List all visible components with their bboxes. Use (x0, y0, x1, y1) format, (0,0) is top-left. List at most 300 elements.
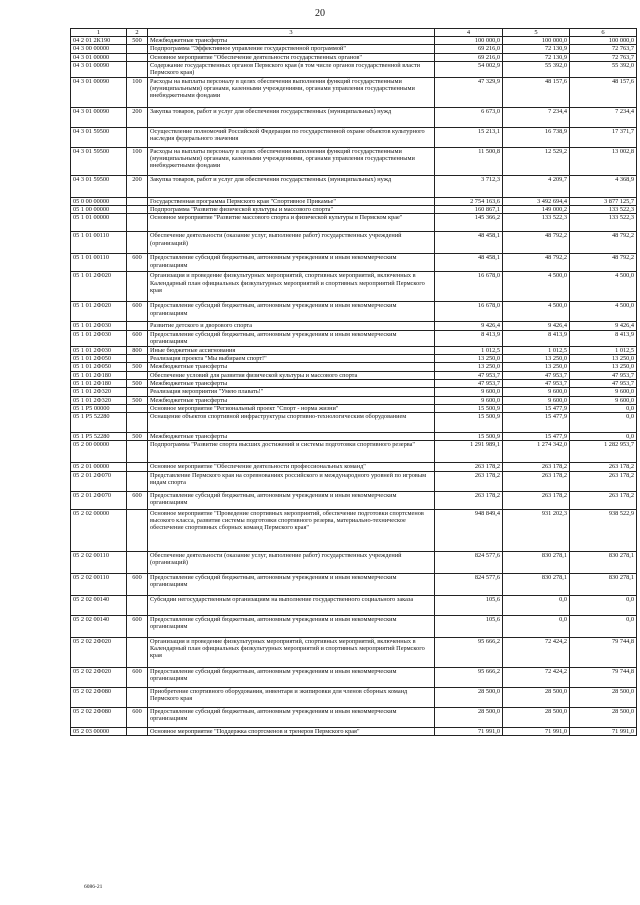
cell-code: 05 1 P5 00000 (71, 404, 127, 412)
cell-expense-type (127, 232, 148, 254)
cell-value-3: 7 234,4 (570, 107, 637, 127)
cell-expense-type: 500 (127, 37, 148, 45)
cell-code: 05 1 01 2Ф020 (71, 302, 127, 322)
cell-expense-type: 500 (127, 433, 148, 441)
cell-expense-type (127, 53, 148, 61)
cell-value-1: 95 666,2 (435, 637, 503, 667)
cell-expense-type (127, 404, 148, 412)
cell-value-3: 9 600,0 (570, 396, 637, 404)
cell-expense-type: 600 (127, 707, 148, 727)
cell-value-2: 13 250,0 (503, 355, 570, 363)
cell-value-2: 830 278,1 (503, 551, 570, 573)
cell-expense-type: 600 (127, 491, 148, 509)
cell-value-1: 95 666,2 (435, 667, 503, 687)
table-row (71, 147, 637, 175)
cell-value-2: 1 012,5 (503, 346, 570, 354)
cell-value-1: 824 577,6 (435, 573, 503, 595)
cell-value-2: 71 991,0 (503, 727, 570, 735)
cell-code: 04 3 01 00090 (71, 61, 127, 77)
cell-expense-type: 600 (127, 667, 148, 687)
cell-name: Субсидии негосударственным организациям на выполнение государственного социального заказа (148, 595, 435, 615)
table-row (71, 433, 637, 441)
cell-code: 04 3 01 00000 (71, 53, 127, 61)
table-row (71, 77, 637, 107)
cell-name: Расходы на выплаты персоналу в целях обеспечения выполнения функций государственными (муниципальными) органами, казенными учреждениями, органами управления государственными внебюджетными фондами (148, 147, 435, 175)
cell-name: Представление Пермского края на соревнованиях российского и международного уровней по игровым видам спорта (148, 471, 435, 491)
cell-value-1: 160 867,1 (435, 206, 503, 214)
cell-name: Межбюджетные трансферты (148, 433, 435, 441)
cell-value-2: 3 492 694,4 (503, 197, 570, 205)
cell-value-1: 8 413,9 (435, 330, 503, 346)
cell-expense-type (127, 206, 148, 214)
cell-code: 05 1 01 2Ф180 (71, 371, 127, 379)
table-row (71, 197, 637, 205)
cell-value-3: 3 877 125,7 (570, 197, 637, 205)
table-row (71, 595, 637, 615)
header-cell: 4 (435, 29, 503, 37)
cell-expense-type (127, 441, 148, 463)
table-row (71, 254, 637, 272)
cell-expense-type: 200 (127, 175, 148, 197)
cell-value-1: 145 366,2 (435, 214, 503, 232)
cell-value-3: 938 522,9 (570, 509, 637, 551)
table-row (71, 687, 637, 707)
cell-code: 05 2 02 00110 (71, 551, 127, 573)
cell-code: 04 3 01 00090 (71, 77, 127, 107)
cell-code: 04 3 01 59500 (71, 175, 127, 197)
cell-expense-type (127, 471, 148, 491)
cell-value-1: 105,6 (435, 595, 503, 615)
cell-value-3: 48 792,2 (570, 254, 637, 272)
header-cell: 6 (570, 29, 637, 37)
table-row (71, 214, 637, 232)
cell-expense-type: 800 (127, 346, 148, 354)
cell-name: Обеспечение условий для развития физической культуры и массового спорта (148, 371, 435, 379)
table-row (71, 272, 637, 302)
cell-name: Организация и проведение физкультурных мероприятий, спортивных мероприятий, включенных в Календарный план официальных физкультурных мероприятий и спортивных мероприятий Пермского края (148, 637, 435, 667)
table-row (71, 45, 637, 53)
cell-name: Основное мероприятие "Обеспечение деятельности государственных органов" (148, 53, 435, 61)
table-row (71, 388, 637, 396)
cell-code: 05 2 02 2Ф080 (71, 707, 127, 727)
cell-value-1: 16 678,0 (435, 272, 503, 302)
cell-value-2: 263 178,2 (503, 491, 570, 509)
cell-code: 05 1 01 2Ф180 (71, 379, 127, 387)
cell-value-1: 824 577,6 (435, 551, 503, 573)
cell-value-3: 71 991,0 (570, 727, 637, 735)
cell-expense-type (127, 388, 148, 396)
cell-value-1: 15 500,9 (435, 413, 503, 433)
cell-expense-type: 600 (127, 330, 148, 346)
cell-name: Предоставление субсидий бюджетным, автономным учреждениям и иным некоммерческим организациям (148, 573, 435, 595)
cell-name: Иные бюджетные ассигнования (148, 346, 435, 354)
cell-expense-type (127, 272, 148, 302)
cell-name: Предоставление субсидий бюджетным, автономным учреждениям и иным некоммерческим организациям (148, 302, 435, 322)
cell-code: 05 1 01 2Ф030 (71, 330, 127, 346)
table-row (71, 302, 637, 322)
cell-value-3: 0,0 (570, 595, 637, 615)
cell-name: Основное мероприятие "Развитие массового спорта и физической культуры в Пермском крае" (148, 214, 435, 232)
cell-expense-type: 100 (127, 147, 148, 175)
cell-expense-type: 600 (127, 302, 148, 322)
cell-expense-type: 500 (127, 379, 148, 387)
cell-value-1: 9 426,4 (435, 322, 503, 330)
cell-value-3: 13 002,8 (570, 147, 637, 175)
cell-name: Организация и проведение физкультурных мероприятий, спортивных мероприятий, включенных в Календарный план официальных физкультурных мероприятий и спортивных мероприятий Пермского края (148, 272, 435, 302)
table-row (71, 413, 637, 433)
cell-name: Подпрограмма "Эффективное управление государственной программой" (148, 45, 435, 53)
table-row (71, 509, 637, 551)
cell-code: 05 1 01 2Ф030 (71, 346, 127, 354)
cell-value-3: 133 522,3 (570, 206, 637, 214)
cell-value-3: 263 178,2 (570, 463, 637, 471)
cell-value-2: 9 600,0 (503, 388, 570, 396)
cell-value-2: 72 424,2 (503, 667, 570, 687)
cell-value-1: 47 329,9 (435, 77, 503, 107)
cell-name: Межбюджетные трансферты (148, 363, 435, 371)
cell-value-3: 79 744,8 (570, 637, 637, 667)
cell-value-3: 0,0 (570, 433, 637, 441)
table-row (71, 175, 637, 197)
cell-name: Реализация проекта "Мы выбираем спорт!" (148, 355, 435, 363)
cell-value-2: 48 157,6 (503, 77, 570, 107)
cell-name: Предоставление субсидий бюджетным, автономным учреждениям и иным некоммерческим организациям (148, 615, 435, 637)
cell-value-2: 7 234,4 (503, 107, 570, 127)
header-row (71, 29, 637, 37)
cell-expense-type: 100 (127, 77, 148, 107)
table-row (71, 615, 637, 637)
cell-name: Предоставление субсидий бюджетным, автономным учреждениям и иным некоммерческим организациям (148, 491, 435, 509)
cell-expense-type (127, 637, 148, 667)
cell-code: 05 2 01 2Ф070 (71, 491, 127, 509)
budget-table (70, 28, 637, 736)
cell-name: Основное мероприятие "Поддержка спортсменов и тренеров Пермского края" (148, 727, 435, 735)
cell-expense-type: 200 (127, 107, 148, 127)
cell-value-2: 12 529,2 (503, 147, 570, 175)
cell-expense-type (127, 214, 148, 232)
cell-value-3: 9 426,4 (570, 322, 637, 330)
table-row (71, 491, 637, 509)
cell-value-2: 15 477,9 (503, 404, 570, 412)
cell-value-1: 47 953,7 (435, 379, 503, 387)
cell-value-2: 72 130,9 (503, 53, 570, 61)
cell-value-2: 48 792,2 (503, 254, 570, 272)
cell-value-2: 9 600,0 (503, 396, 570, 404)
cell-value-1: 28 500,0 (435, 687, 503, 707)
cell-value-2: 4 500,0 (503, 302, 570, 322)
cell-value-3: 830 278,1 (570, 551, 637, 573)
table-row (71, 404, 637, 412)
cell-name: Предоставление субсидий бюджетным, автономным учреждениям и иным некоммерческим организациям (148, 707, 435, 727)
table-row (71, 727, 637, 735)
cell-code: 05 1 01 2Ф320 (71, 388, 127, 396)
table-row (71, 346, 637, 354)
cell-expense-type: 500 (127, 396, 148, 404)
cell-code: 05 2 01 2Ф070 (71, 471, 127, 491)
cell-value-2: 15 477,9 (503, 433, 570, 441)
cell-value-1: 100 000,0 (435, 37, 503, 45)
cell-value-1: 16 678,0 (435, 302, 503, 322)
cell-name: Закупка товаров, работ и услуг для обеспечения государственных (муниципальных) нужд (148, 175, 435, 197)
cell-value-3: 47 953,7 (570, 379, 637, 387)
cell-value-3: 72 763,7 (570, 45, 637, 53)
cell-value-3: 0,0 (570, 413, 637, 433)
cell-value-2: 4 209,7 (503, 175, 570, 197)
cell-value-1: 1 012,5 (435, 346, 503, 354)
table-row (71, 707, 637, 727)
cell-value-1: 28 500,0 (435, 707, 503, 727)
cell-expense-type (127, 371, 148, 379)
cell-code: 04 3 01 59500 (71, 127, 127, 147)
cell-name: Оснащение объектов спортивной инфраструктуры спортивно-технологическим оборудованием (148, 413, 435, 433)
cell-value-3: 133 522,3 (570, 214, 637, 232)
cell-expense-type (127, 45, 148, 53)
cell-expense-type (127, 322, 148, 330)
cell-value-3: 9 600,0 (570, 388, 637, 396)
cell-expense-type: 600 (127, 615, 148, 637)
cell-code: 05 1 P5 52280 (71, 433, 127, 441)
page-number: 20 (315, 8, 325, 19)
table-row (71, 127, 637, 147)
cell-value-1: 71 991,0 (435, 727, 503, 735)
cell-value-3: 263 178,2 (570, 471, 637, 491)
cell-code: 05 2 02 2Ф020 (71, 667, 127, 687)
cell-value-1: 9 600,0 (435, 388, 503, 396)
cell-code: 05 1 01 2Ф020 (71, 272, 127, 302)
table-row (71, 107, 637, 127)
cell-value-1: 263 178,2 (435, 463, 503, 471)
cell-value-3: 48 792,2 (570, 232, 637, 254)
cell-value-2: 931 202,3 (503, 509, 570, 551)
cell-value-1: 69 216,0 (435, 45, 503, 53)
cell-value-1: 47 953,7 (435, 371, 503, 379)
cell-name: Основное мероприятие "Проведение спортивных мероприятий, обеспечение подготовки спортсменов высокого класса, развитие системы подготовки спортивного резерва, материально-техническое обеспечение спортивных сборных команд Пермского края" (148, 509, 435, 551)
table-row (71, 322, 637, 330)
cell-value-1: 2 754 163,6 (435, 197, 503, 205)
table-row (71, 637, 637, 667)
header-cell: 2 (127, 29, 148, 37)
cell-name: Реализация мероприятия "Умею плавать!" (148, 388, 435, 396)
cell-name: Межбюджетные трансферты (148, 379, 435, 387)
cell-value-1: 48 458,1 (435, 232, 503, 254)
cell-value-3: 263 178,2 (570, 491, 637, 509)
cell-name: Предоставление субсидий бюджетным, автономным учреждениям и иным некоммерческим организациям (148, 330, 435, 346)
cell-expense-type: 500 (127, 363, 148, 371)
cell-value-1: 13 250,0 (435, 355, 503, 363)
cell-value-3: 0,0 (570, 404, 637, 412)
cell-expense-type (127, 355, 148, 363)
cell-name: Приобретение спортивного оборудования, инвентаря и экипировки для членов сборных команд Пермского края (148, 687, 435, 707)
cell-value-3: 4 368,9 (570, 175, 637, 197)
cell-value-3: 55 392,0 (570, 61, 637, 77)
cell-value-3: 100 000,0 (570, 37, 637, 45)
cell-expense-type (127, 413, 148, 433)
cell-expense-type (127, 197, 148, 205)
cell-code: 05 1 P5 52280 (71, 413, 127, 433)
cell-expense-type: 600 (127, 573, 148, 595)
cell-value-1: 948 849,4 (435, 509, 503, 551)
cell-value-1: 6 673,0 (435, 107, 503, 127)
cell-value-2: 48 792,2 (503, 232, 570, 254)
cell-value-2: 55 392,0 (503, 61, 570, 77)
cell-name: Обеспечение деятельности (оказание услуг, выполнение работ) государственных учреждений (организаций) (148, 551, 435, 573)
cell-code: 05 2 00 00000 (71, 441, 127, 463)
cell-code: 05 1 01 2Ф050 (71, 363, 127, 371)
table-row (71, 232, 637, 254)
cell-code: 05 0 00 00000 (71, 197, 127, 205)
cell-expense-type (127, 509, 148, 551)
cell-code: 05 2 02 2Ф020 (71, 637, 127, 667)
cell-value-2: 72 130,9 (503, 45, 570, 53)
cell-expense-type (127, 127, 148, 147)
cell-name: Предоставление субсидий бюджетным, автономным учреждениям и иным некоммерческим организациям (148, 667, 435, 687)
cell-value-2: 263 178,2 (503, 471, 570, 491)
cell-value-1: 48 458,1 (435, 254, 503, 272)
cell-name: Основное мероприятие "Региональный проект "Спорт - норма жизни" (148, 404, 435, 412)
cell-expense-type (127, 727, 148, 735)
cell-value-3: 17 371,7 (570, 127, 637, 147)
table-row (71, 37, 637, 45)
table-row (71, 53, 637, 61)
cell-value-1: 15 500,9 (435, 433, 503, 441)
header-cell: 5 (503, 29, 570, 37)
table-row (71, 471, 637, 491)
table-row (71, 573, 637, 595)
cell-code: 05 2 02 2Ф080 (71, 687, 127, 707)
cell-value-1: 11 500,8 (435, 147, 503, 175)
cell-value-1: 3 712,3 (435, 175, 503, 197)
cell-value-3: 28 500,0 (570, 687, 637, 707)
cell-code: 05 2 01 00000 (71, 463, 127, 471)
cell-value-2: 28 500,0 (503, 707, 570, 727)
cell-value-2: 0,0 (503, 615, 570, 637)
document-footer-code: 6086-21 (84, 884, 103, 890)
cell-value-2: 28 500,0 (503, 687, 570, 707)
header-cell: 3 (148, 29, 435, 37)
cell-code: 05 1 01 00000 (71, 214, 127, 232)
table-row (71, 379, 637, 387)
cell-code: 05 2 02 00110 (71, 573, 127, 595)
cell-code: 05 1 01 00110 (71, 254, 127, 272)
table-row (71, 330, 637, 346)
table-row (71, 667, 637, 687)
cell-value-2: 13 250,0 (503, 363, 570, 371)
cell-value-2: 47 953,7 (503, 371, 570, 379)
cell-value-2: 47 953,7 (503, 379, 570, 387)
cell-value-3: 1 282 953,7 (570, 441, 637, 463)
cell-value-2: 830 278,1 (503, 573, 570, 595)
cell-code: 05 1 00 00000 (71, 206, 127, 214)
cell-value-2: 9 426,4 (503, 322, 570, 330)
cell-value-3: 4 500,0 (570, 272, 637, 302)
cell-expense-type (127, 61, 148, 77)
cell-value-3: 28 500,0 (570, 707, 637, 727)
cell-name: Расходы на выплаты персоналу в целях обеспечения выполнения функций государственными (муниципальными) органами, казенными учреждениями, органами управления государственными внебюджетными фондами (148, 77, 435, 107)
cell-expense-type: 600 (127, 254, 148, 272)
cell-value-1: 263 178,2 (435, 471, 503, 491)
cell-value-3: 4 500,0 (570, 302, 637, 322)
cell-value-3: 830 278,1 (570, 573, 637, 595)
table-row (71, 363, 637, 371)
cell-value-2: 100 000,0 (503, 37, 570, 45)
cell-name: Развитие детского и дворового спорта (148, 322, 435, 330)
cell-code: 04 3 01 59500 (71, 147, 127, 175)
cell-code: 05 2 03 00000 (71, 727, 127, 735)
cell-value-2: 4 500,0 (503, 272, 570, 302)
cell-name: Предоставление субсидий бюджетным, автономным учреждениям и иным некоммерческим организациям (148, 254, 435, 272)
cell-value-1: 54 002,9 (435, 61, 503, 77)
cell-code: 05 2 02 00140 (71, 615, 127, 637)
cell-value-2: 0,0 (503, 595, 570, 615)
table-row (71, 206, 637, 214)
cell-value-2: 8 413,9 (503, 330, 570, 346)
cell-code: 04 3 01 00090 (71, 107, 127, 127)
table-row (71, 371, 637, 379)
cell-code: 05 1 01 2Ф030 (71, 322, 127, 330)
cell-code: 05 1 01 00110 (71, 232, 127, 254)
cell-value-3: 0,0 (570, 615, 637, 637)
cell-value-3: 79 744,8 (570, 667, 637, 687)
cell-value-3: 47 953,7 (570, 371, 637, 379)
cell-value-3: 48 157,6 (570, 77, 637, 107)
cell-value-2: 72 424,2 (503, 637, 570, 667)
cell-code: 04 2 01 2К190 (71, 37, 127, 45)
cell-code: 05 2 02 00140 (71, 595, 127, 615)
table-row (71, 551, 637, 573)
cell-expense-type (127, 687, 148, 707)
header-cell: 1 (71, 29, 127, 37)
cell-value-2: 16 738,9 (503, 127, 570, 147)
cell-name: Подпрограмма "Развитие физической культуры и массового спорта" (148, 206, 435, 214)
cell-value-3: 1 012,5 (570, 346, 637, 354)
cell-value-1: 9 600,0 (435, 396, 503, 404)
cell-name: Межбюджетные трансферты (148, 37, 435, 45)
cell-value-3: 72 763,7 (570, 53, 637, 61)
cell-code: 05 1 01 2Ф320 (71, 396, 127, 404)
cell-value-1: 15 500,9 (435, 404, 503, 412)
cell-value-1: 263 178,2 (435, 491, 503, 509)
table-row (71, 355, 637, 363)
cell-value-2: 263 178,2 (503, 463, 570, 471)
cell-value-2: 133 522,3 (503, 214, 570, 232)
cell-value-3: 13 250,0 (570, 363, 637, 371)
cell-code: 04 3 00 00000 (71, 45, 127, 53)
cell-value-1: 105,6 (435, 615, 503, 637)
cell-value-2: 149 000,2 (503, 206, 570, 214)
cell-code: 05 2 02 00000 (71, 509, 127, 551)
table-row (71, 396, 637, 404)
cell-value-1: 1 291 989,1 (435, 441, 503, 463)
cell-name: Основное мероприятие "Обеспечение деятельности профессиональных команд" (148, 463, 435, 471)
cell-value-1: 69 216,0 (435, 53, 503, 61)
table-row (71, 61, 637, 77)
cell-name: Подпрограмма "Развитие спорта высших достижений и системы подготовки спортивного резерва" (148, 441, 435, 463)
cell-value-3: 13 250,0 (570, 355, 637, 363)
cell-expense-type (127, 551, 148, 573)
table-row (71, 441, 637, 463)
cell-name: Осуществление полномочий Российской Федерации по государственной охране объектов культурного наследия федерального значения (148, 127, 435, 147)
cell-expense-type (127, 595, 148, 615)
cell-name: Межбюджетные трансферты (148, 396, 435, 404)
cell-name: Государственная программа Пермского края "Спортивное Прикамье" (148, 197, 435, 205)
cell-name: Содержание государственных органов Пермского края (в том числе органов государственной власти Пермского края) (148, 61, 435, 77)
cell-name: Обеспечение деятельности (оказание услуг, выполнение работ) государственных учреждений (организаций) (148, 232, 435, 254)
cell-name: Закупка товаров, работ и услуг для обеспечения государственных (муниципальных) нужд (148, 107, 435, 127)
cell-value-3: 8 413,9 (570, 330, 637, 346)
cell-value-1: 15 213,1 (435, 127, 503, 147)
cell-value-2: 1 274 342,0 (503, 441, 570, 463)
cell-value-2: 15 477,9 (503, 413, 570, 433)
